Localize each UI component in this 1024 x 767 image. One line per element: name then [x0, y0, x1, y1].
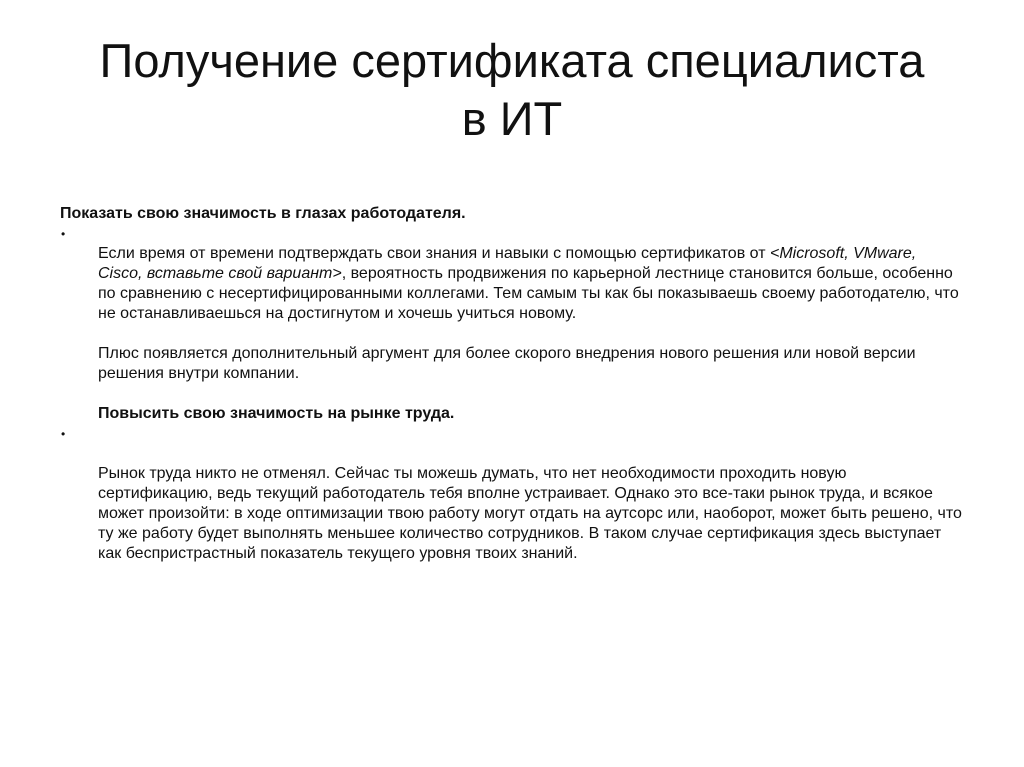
bullet-content-2: [60, 444, 965, 564]
spacer: [98, 384, 965, 404]
slide-title: [40, 32, 984, 148]
paragraph-1-vendors: <Microsoft, VMware, Cisco, вставьте свой вариант>: [98, 245, 917, 282]
paragraph-1-text-start: Если время от времени подтверждать свои знания и навыки с помощью сертификатов от: [98, 245, 770, 262]
section-heading-2: Повысить свою значимость на рынке труда.: [98, 405, 455, 422]
section-heading-1: Показать свою значимость в глазах работодателя.: [60, 205, 466, 222]
spacer: [98, 324, 965, 344]
bullet-marker-1: •: [61, 227, 66, 241]
spacer: [98, 444, 965, 464]
slide-title-line-1: Получение сертификата специалиста: [99, 34, 925, 87]
paragraph-1-text-end: , вероятность продвижения по карьерной лестнице становится больше, особенно по сравнению с несертифицированными коллегами. Тем самым ты как бы показываешь своему работодателю, что не останавливаешься на достигнутом и хочешь учиться новому.: [98, 265, 959, 322]
paragraph-3: Рынок труда никто не отменял. Сейчас ты можешь думать, что нет необходимости проходить новую сертификацию, ведь текущий работодатель тебя вполне устраивает. Однако это все-таки рынок труда, и всякое может произойти: в ходе оптимизации твою работу могут отдать на аутсорс или, наоборот, может быть решено, что ту же работу будет выполнять меньшее количество сотрудников. В таком случае сертификация здесь выступает как беспристрастный показатель текущего уровня твоих знаний.: [98, 465, 962, 562]
bullet-marker-2: •: [61, 427, 66, 441]
slide-title-line-2: в ИТ: [461, 92, 563, 145]
bullet-content-1: [60, 244, 965, 424]
paragraph-2: Плюс появляется дополнительный аргумент для более скорого внедрения нового решения или новой версии решения внутри компании.: [98, 345, 916, 382]
paragraph-1: [98, 244, 965, 324]
slide-body: [60, 204, 965, 564]
